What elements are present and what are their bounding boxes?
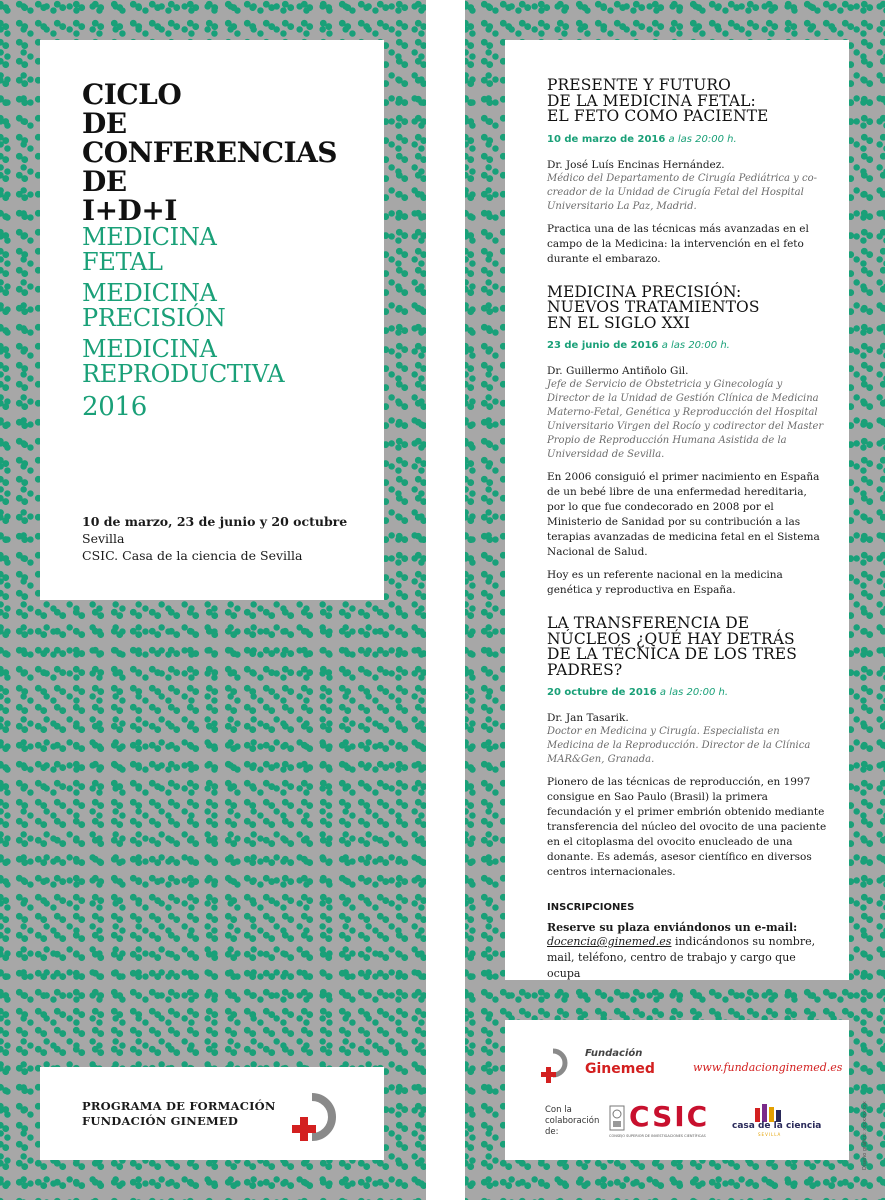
talk-speaker: Dr. Jan Tasarik. (547, 712, 629, 724)
csic-logo-text: CSIC (629, 1100, 710, 1133)
program-line-2: FUNDACIÓN GINEMED (82, 1114, 239, 1128)
talk-paragraph: En 2006 consiguió el primer nacimiento en España de un bebé libre de una enfermedad hereditaria, por lo que fue condecorado en 2008 por el Ministerio de Sanidad por su contribución a las terapias avanzadas de medicina fetal en el Sistema Nacional de Salud. (547, 471, 820, 558)
title-year: 2016 (82, 392, 147, 422)
talk-title-line: NUEVOS TRATAMIENTOS (547, 298, 760, 316)
talk-date (547, 134, 827, 145)
casa-ciencia-name: casa de la ciencia (732, 1121, 822, 1131)
talk-speaker-role: Médico del Departamento de Cirugía Pediátrica y co-creador de la Unidad de Cirugía Fetal del Hospital Universitario La Paz, Madrid. (547, 172, 818, 212)
title-line: CICLO (82, 78, 182, 111)
talk-speaker: Dr. Guillermo Antiñolo Gil. (547, 365, 689, 377)
talk-paragraph: Practica una de las técnicas más avanzadas en el campo de la Medicina: la intervención en el feto durante el embarazo. (547, 222, 809, 265)
talk-date-time: a las 20:00 h. (661, 340, 730, 351)
sponsor-card (505, 1020, 849, 1160)
topic-reproductive-line2: REPRODUCTIVA (82, 360, 285, 388)
talk-title (547, 78, 827, 125)
side-credit: Diseño gráfico: xxxxxxxxxx (862, 1101, 868, 1170)
title-line: DE (82, 107, 127, 140)
talk-date-time: a las 20:00 h. (659, 687, 729, 698)
talk-date-day: 10 de marzo de 2016 (547, 133, 666, 145)
title-line: I+D+I (82, 194, 177, 227)
ginemed-logo-icon (290, 1087, 346, 1143)
talk-speaker-role: Jefe de Servicio de Obstetricia y Ginecología y Director de la Unidad de Gestión Clínica de Medicina Materno-Fetal, Genética y Reproducción del Hospital Universitario Virgen del Rocío y codirector del Master Propio de Reproducción Humana Asistida de la Universidad de Sevilla. (547, 379, 824, 460)
title-card (40, 40, 384, 600)
ginemed-logo-icon (541, 1045, 571, 1085)
registration-email-link[interactable]: docencia@ginemed.es (547, 935, 672, 948)
talk-speaker-role: Doctor en Medicina y Cirugía. Especialista en Medicina de la Reproducción. Director de la Clínica MAR&Gen, Granada. (547, 726, 811, 765)
registration-body (547, 934, 827, 982)
talk-paragraph: Pionero de las técnicas de reproducción, en 1997 consigue en Sao Paulo (Brasil) la primera fecundación y el primer embrión obtenido mediante transferencia del núcleo del ovocito de una paciente en el citoplasma del ovocito enucleado de una donante. Es además, asesor científico en diversos centros internacionales. (547, 776, 827, 878)
registration-heading: INSCRIPCIONES (547, 902, 635, 913)
talk-date-day: 23 de junio de 2016 (547, 340, 659, 351)
talk-title-line: MEDICINA PRECISIÓN: (547, 282, 742, 301)
program-line-1: PROGRAMA DE FORMACIÓN (82, 1099, 276, 1113)
topic-reproductive-line1: MEDICINA (82, 335, 217, 363)
main-title (82, 80, 364, 225)
talk-title-line: EL FETO COMO PACIENTE (547, 107, 769, 125)
event-info (82, 513, 347, 564)
talk-title-line: LA TRANSFERENCIA DE (547, 614, 750, 632)
registration-lead: Reserve su plaza enviándonos un e-mail: (547, 921, 798, 934)
program-card (40, 1067, 384, 1160)
casa-ciencia-subtitle: SEVILLA (758, 1132, 782, 1137)
talk-paragraph: Hoy es un referente nacional en la medicina genética y reproductiva en España. (547, 569, 783, 596)
title-line: DE (82, 165, 127, 198)
csic-seal-icon (609, 1105, 625, 1131)
talk-1 (547, 78, 827, 267)
ginemed-fundacion-label: Fundación (585, 1048, 643, 1059)
talk-title (547, 616, 827, 678)
talk-date (547, 340, 827, 351)
talk-title-line: DE LA TÉCNICA DE LOS TRES (547, 645, 797, 663)
talk-date-time: a las 20:00 h. (668, 133, 737, 145)
topic-precision-line2: PRECISIÓN (82, 304, 226, 332)
talk-title-line: NÚCLEOS ¿QUÉ HAY DETRÁS (547, 629, 795, 648)
topic-precision-line1: MEDICINA (82, 279, 217, 307)
collaboration-label: Con la colaboración de: (545, 1105, 600, 1137)
program-text (82, 1099, 276, 1129)
event-dates: 10 de marzo, 23 de junio y 20 octubre (82, 514, 348, 529)
event-venue: CSIC. Casa de la ciencia de Sevilla (82, 548, 303, 563)
topic-fetal-line2: FETAL (82, 248, 163, 276)
topic-list (82, 225, 364, 420)
content-card (505, 40, 849, 980)
ginemed-name: Ginemed (585, 1061, 655, 1077)
talk-speaker: Dr. José Luís Encinas Hernández. (547, 158, 725, 171)
title-line: CONFERENCIAS (82, 136, 338, 169)
casa-ciencia-logo-icon (755, 1104, 781, 1122)
talk-title-line: EN EL SIGLO XXI (547, 313, 691, 332)
event-city: Sevilla (82, 531, 125, 546)
talk-date (547, 687, 827, 698)
csic-subtitle: CONSEJO SUPERIOR DE INVESTIGACIONES CIENTÍFICAS (609, 1134, 706, 1138)
ginemed-website-link[interactable]: www.fundacionginemed.es (693, 1061, 843, 1074)
talk-title-line: PRESENTE Y FUTURO (547, 76, 731, 94)
talk-date-day: 20 octubre de 2016 (547, 687, 657, 698)
registration-details: indicándonos su nombre, mail, teléfono, centro de trabajo y cargo que ocupa (547, 935, 816, 980)
topic-fetal-line1: MEDICINA (82, 223, 217, 251)
talk-title-line: DE LA MEDICINA FETAL: (547, 91, 756, 110)
talk-2 (547, 282, 827, 599)
talk-3 (547, 616, 827, 880)
talk-title (547, 282, 827, 332)
talk-title-line: PADRES? (547, 660, 623, 679)
